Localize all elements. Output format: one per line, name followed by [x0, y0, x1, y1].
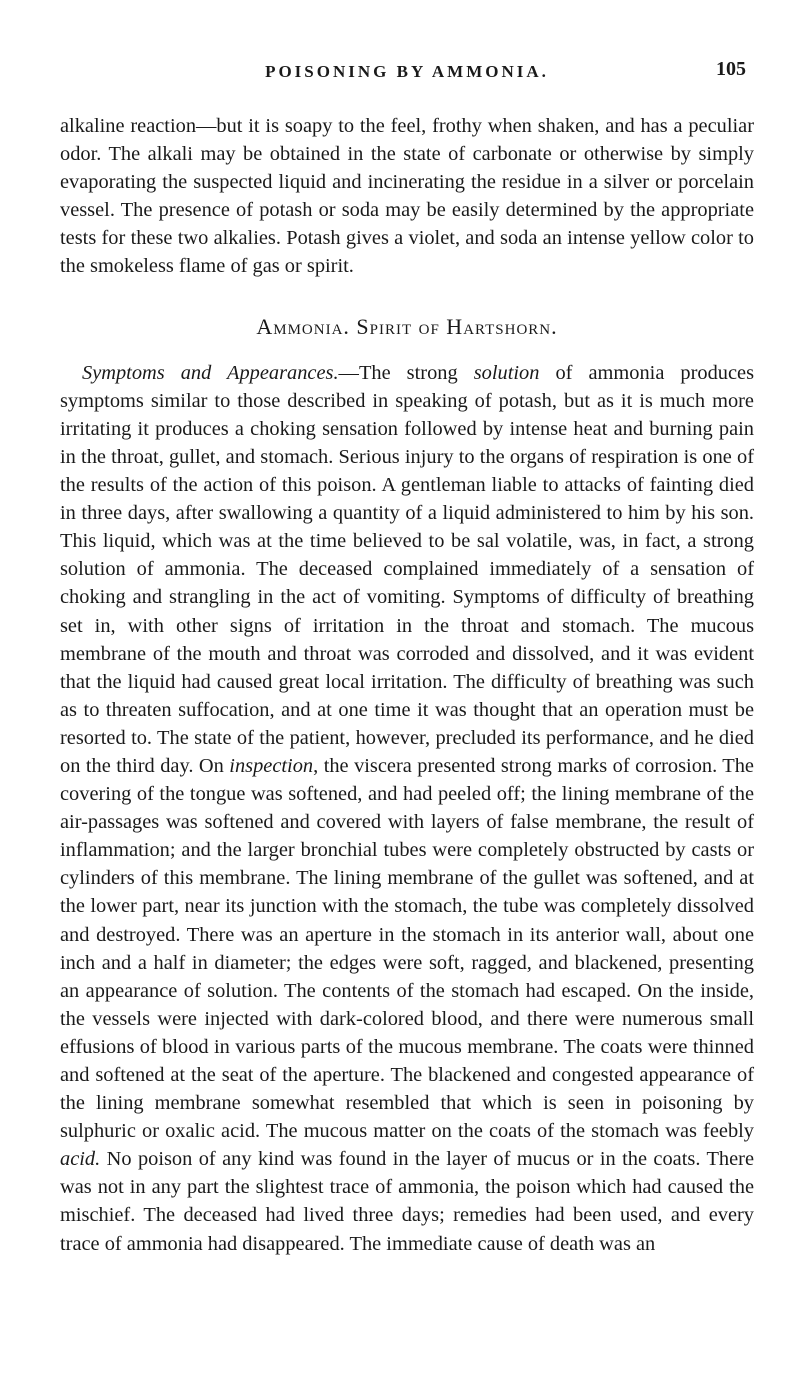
symptoms-subheading: Symptoms and Appearances. [82, 361, 339, 384]
text-run: of ammonia produces symptoms similar to those described in speaking of potash, but as it is much more irritating it produces a choking sensation followed by intense heat and burning pain in the throat, gullet, and stomach. Serious injury to the organs of respiration is one of the results of the action of this poison. A gentleman liable to attacks of fainting died in three days, after swallowing a quantity of a liquid administered to him by his son. This liquid, which was at the time believed to be sal volatile, was, in fact, a strong solution of ammonia. The deceased complained immediately of a sensation of choking and strangling in the act of vomiting. Symptoms of difficulty of breathing set in, with other signs of irritation in the throat and stomach. The mucous membrane of the mouth and throat was corroded and dissolved, and it was evident that the liquid had caused great local irritation. The difficulty of breathing was such as to threaten suffocation, and at one time it was thought that an operation must be resorted to. The state of the patient, however, precluded its performance, and he died on the third day. On [60, 361, 755, 777]
italic-term-inspection: inspection [229, 754, 314, 777]
page-number: 105 [716, 58, 746, 80]
text-run: , the viscera presented strong marks of corrosion. The covering of the tongue was softened, and had peeled off; the lining membrane of the air-passages was softened and covered with layers of false membrane, the result of inflammation; and the larger bronchial tubes were completely obstructed by casts or cylinders of this membrane. The lining membrane of the gullet was softened, and at the lower part, near its junction with the stomach, the tube was completely dissolved and destroyed. There was an aperture in the stomach in its anterior wall, about one inch and a half in diameter; the edges were soft, ragged, and blackened, presenting an appearance of solution. The contents of the stomach had escaped. On the inside, the vessels were injected with dark-colored blood, and there were numerous small effusions of blood in various parts of the mucous membrane. The coats were thinned and softened at the seat of the aperture. The blackened and congested appearance of the lining membrane somewhat resembled that which is seen in poisoning by sulphuric or oxalic acid. The mucous matter on the coats of the stomach was feebly [60, 754, 754, 1143]
italic-term-acid: acid. [60, 1148, 101, 1171]
running-head [60, 58, 754, 92]
italic-term-solution: solution [473, 361, 540, 384]
paragraph-ammonia-symptoms [60, 359, 754, 1258]
running-title: POISONING BY AMMONIA. [265, 62, 549, 81]
section-heading: Ammonia. Spirit of Hartshorn. [256, 313, 558, 339]
text-run: —The strong [338, 361, 474, 384]
paragraph-potash-tests: alkaline reaction—but it is soapy to the feel, frothy when shaken, and has a peculiar odor. The alkali may be obtained in the state of carbonate or otherwise by simply evaporating the suspected liquid and incinerating the residue in a silver or porcelain vessel. The presence of potash or soda may be easily determined by the appropriate tests for these two alkalies. Potash gives a violet, and soda an intense yellow color to the smokeless flame of gas or spirit. [60, 115, 754, 278]
text-run: No poison of any kind was found in the layer of mucus or in the coats. There was not in any part the slightest trace of ammonia, the poison which had caused the mischief. The deceased had lived three days; remedies had been used, and every trace of ammonia had disappeared. The immediate cause of death was an [60, 1148, 754, 1255]
page-body [60, 112, 754, 1258]
